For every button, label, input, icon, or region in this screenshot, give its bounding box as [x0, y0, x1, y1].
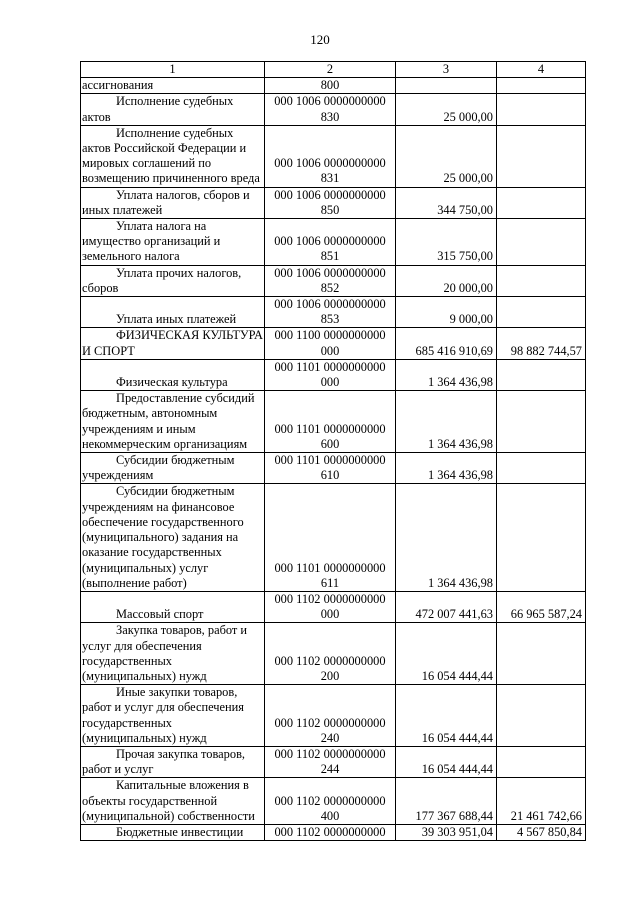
row-value-col3: 25 000,00	[396, 125, 497, 187]
table-row	[81, 297, 586, 328]
row-code-cell	[265, 94, 396, 125]
row-name-cell	[81, 125, 265, 187]
row-code-main: 000 1102 0000000000	[274, 591, 386, 606]
row-code-cell	[265, 265, 396, 296]
row-code-main: 000 1100 0000000000	[274, 328, 386, 343]
row-value-col3: 685 416 910,69	[396, 328, 497, 359]
row-name: Исполнение судебных актов	[82, 94, 234, 124]
row-code-cell	[265, 187, 396, 218]
row-name-cell	[81, 94, 265, 125]
row-code-cell	[265, 328, 396, 359]
row-value-col4	[497, 453, 586, 484]
row-value-col4	[497, 94, 586, 125]
row-code-cell	[265, 591, 396, 622]
row-name: Прочая закупка товаров, работ и услуг	[82, 746, 246, 777]
row-code-cell	[265, 219, 396, 266]
row-code-cell	[265, 824, 396, 840]
row-value-col3: 1 364 436,98	[396, 484, 497, 591]
table-row	[81, 746, 586, 777]
row-code-main: 000 1101 0000000000	[274, 453, 386, 468]
row-value-col3: 16 054 444,44	[396, 746, 497, 777]
header-col-1: 1	[81, 62, 265, 78]
table-row	[81, 265, 586, 296]
row-value-col4: 98 882 744,57	[497, 328, 586, 359]
row-value-col4	[497, 265, 586, 296]
table-row	[81, 824, 586, 840]
row-code-main: 000 1101 0000000000	[274, 359, 386, 374]
table-row	[81, 125, 586, 187]
row-name: Предоставление субсидий бюджетным, автономным учреждениям и иным некоммерческим организациям	[82, 391, 255, 451]
row-value-col3	[396, 78, 497, 94]
row-code-type: 851	[320, 249, 340, 264]
row-name: Уплата прочих налогов, сборов	[82, 265, 242, 295]
row-name-cell	[81, 78, 265, 94]
row-value-col4: 66 965 587,24	[497, 591, 586, 622]
row-name: ассигнования	[82, 78, 154, 93]
table-row	[81, 484, 586, 591]
row-code-cell	[265, 746, 396, 777]
row-name-cell	[81, 187, 265, 218]
row-value-col3: 39 303 951,04	[396, 824, 497, 840]
table-row	[81, 623, 586, 685]
row-name: Исполнение судебных актов Российской Федерации и мировых соглашений по возмещению причиненного вреда	[82, 125, 260, 186]
row-code-type: 000	[320, 607, 340, 622]
row-value-col4	[497, 746, 586, 777]
row-value-col4: 21 461 742,66	[497, 778, 586, 825]
header-row	[81, 62, 586, 78]
row-value-col4	[497, 297, 586, 328]
row-value-col3: 177 367 688,44	[396, 778, 497, 825]
row-name: Капитальные вложения в объекты государственной (муниципальной) собственности	[82, 778, 255, 823]
row-value-col4	[497, 187, 586, 218]
row-name: Уплата налогов, сборов и иных платежей	[82, 187, 250, 217]
row-value-col3: 472 007 441,63	[396, 591, 497, 622]
row-value-col4	[497, 219, 586, 266]
row-name: Закупка товаров, работ и услуг для обеспечения государственных (муниципальных) нужд	[82, 623, 248, 683]
row-code-main: 000 1102 0000000000	[274, 824, 386, 839]
row-name-cell	[81, 359, 265, 390]
row-name-cell	[81, 484, 265, 591]
row-value-col3: 1 364 436,98	[396, 359, 497, 390]
row-code-type: 852	[320, 280, 340, 295]
table-row	[81, 453, 586, 484]
row-value-col4	[497, 391, 586, 453]
row-name-cell	[81, 453, 265, 484]
row-name-cell	[81, 685, 265, 747]
row-value-col3: 315 750,00	[396, 219, 497, 266]
table-row	[81, 391, 586, 453]
row-code-type: 244	[320, 762, 340, 777]
row-name: Уплата иных платежей	[116, 312, 237, 327]
row-code-main: 000 1101 0000000000	[274, 560, 386, 575]
table-row	[81, 359, 586, 390]
row-name: Иные закупки товаров, работ и услуг для обеспечения государственных (муниципальных) нужд	[82, 685, 244, 745]
row-code-main: 000 1102 0000000000	[274, 746, 386, 761]
row-code-cell	[265, 623, 396, 685]
row-value-col3: 25 000,00	[396, 94, 497, 125]
row-code-type: 610	[320, 468, 340, 483]
row-code-cell	[265, 297, 396, 328]
table-row	[81, 94, 586, 125]
row-name-cell	[81, 328, 265, 359]
row-value-col3: 16 054 444,44	[396, 685, 497, 747]
row-code-type: 400	[320, 808, 340, 823]
row-value-col4	[497, 623, 586, 685]
row-name: Субсидии бюджетным учреждениям	[82, 453, 235, 483]
row-name-cell	[81, 778, 265, 825]
row-code-type: 830	[320, 109, 340, 124]
row-name: ФИЗИЧЕСКАЯ КУЛЬТУРА И СПОРТ	[82, 328, 263, 358]
row-code-cell	[265, 359, 396, 390]
row-name-cell	[81, 297, 265, 328]
table-row	[81, 328, 586, 359]
table-row	[81, 219, 586, 266]
row-code-main: 000 1006 0000000000	[274, 94, 386, 109]
row-value-col3: 1 364 436,98	[396, 453, 497, 484]
row-name-cell	[81, 391, 265, 453]
row-name: Физическая культура	[116, 375, 228, 390]
row-code-cell	[265, 391, 396, 453]
row-name-cell	[81, 623, 265, 685]
row-code-cell	[265, 484, 396, 591]
row-code-type: 200	[320, 668, 340, 683]
row-code-cell	[265, 685, 396, 747]
header-col-3: 3	[396, 62, 497, 78]
row-name-cell	[81, 591, 265, 622]
row-code-cell	[265, 125, 396, 187]
table-row	[81, 778, 586, 825]
row-code-main: 000 1102 0000000000	[274, 653, 386, 668]
table-row	[81, 78, 586, 94]
row-code-cell	[265, 78, 396, 94]
row-code-main: 000 1006 0000000000	[274, 297, 386, 312]
row-name: Уплата налога на имущество организаций и земельного налога	[82, 219, 221, 264]
row-code-cell	[265, 453, 396, 484]
row-name: Субсидии бюджетным учреждениям на финансовое обеспечение государственного (муниципального) задания на оказание государственных (муниципальных) услуг (выполнение работ)	[82, 484, 244, 590]
table-row	[81, 187, 586, 218]
row-code-main: 000 1006 0000000000	[274, 187, 386, 202]
row-value-col4: 4 567 850,84	[497, 824, 586, 840]
row-code-main: 000 1006 0000000000	[274, 265, 386, 280]
row-code-main: 000 1101 0000000000	[274, 421, 386, 436]
row-code-type: 000	[320, 343, 340, 358]
row-code-type: 800	[320, 78, 340, 93]
budget-table	[80, 61, 586, 841]
row-code-cell	[265, 778, 396, 825]
row-value-col4	[497, 78, 586, 94]
row-code-type: 000	[320, 375, 340, 390]
table-row	[81, 591, 586, 622]
row-code-type: 853	[320, 312, 340, 327]
row-name-cell	[81, 219, 265, 266]
row-code-type: 600	[320, 436, 340, 451]
table-row	[81, 685, 586, 747]
header-col-2: 2	[265, 62, 396, 78]
row-code-main: 000 1006 0000000000	[274, 156, 386, 171]
row-name: Массовый спорт	[116, 607, 204, 622]
row-name-cell	[81, 265, 265, 296]
row-name-cell	[81, 824, 265, 840]
row-name-cell	[81, 746, 265, 777]
row-code-type: 831	[320, 171, 340, 186]
row-value-col4	[497, 125, 586, 187]
row-code-main: 000 1102 0000000000	[274, 793, 386, 808]
row-value-col4	[497, 484, 586, 591]
row-value-col4	[497, 359, 586, 390]
row-code-type: 611	[320, 575, 340, 590]
row-code-main: 000 1102 0000000000	[274, 715, 386, 730]
row-value-col3: 344 750,00	[396, 187, 497, 218]
row-value-col3: 1 364 436,98	[396, 391, 497, 453]
row-code-type: 850	[320, 202, 340, 217]
row-name: Бюджетные инвестиции	[116, 824, 244, 839]
row-value-col3: 20 000,00	[396, 265, 497, 296]
row-value-col4	[497, 685, 586, 747]
header-col-4: 4	[497, 62, 586, 78]
row-value-col3: 9 000,00	[396, 297, 497, 328]
row-value-col3: 16 054 444,44	[396, 623, 497, 685]
row-code-type: 240	[320, 730, 340, 745]
page-number: 120	[310, 32, 330, 47]
table-body	[81, 78, 586, 841]
row-code-main: 000 1006 0000000000	[274, 234, 386, 249]
